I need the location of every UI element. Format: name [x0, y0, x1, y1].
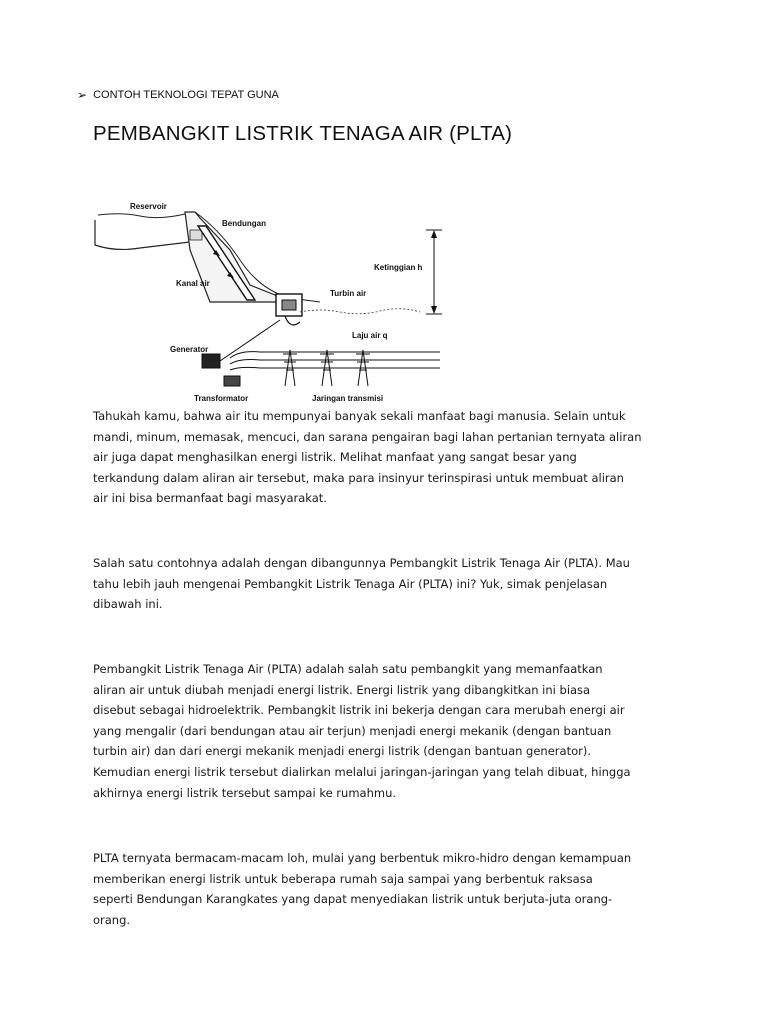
paragraph-1 — [93, 406, 683, 509]
intake-gate-icon — [190, 230, 202, 240]
tailwater-icon — [300, 309, 420, 314]
arrow-bullet-icon: ➢ — [77, 88, 88, 102]
paragraph-line: Pembangkit Listrik Tenaga Air (PLTA) adalah salah satu pembangkit yang memanfaatkan — [93, 662, 603, 676]
paragraph-line: seperti Bendungan Karangkates yang dapat menyediakan listrik untuk berjuta-juta orang- — [93, 892, 613, 907]
label-reservoir: Reservoir — [130, 202, 167, 211]
transmission-line-icon — [230, 360, 440, 365]
paragraph-line: akhirnya energi listrik tersebut sampai ke rumahmu. — [93, 785, 397, 800]
generator-shaft-icon — [220, 320, 280, 361]
label-bendungan: Bendungan — [222, 219, 266, 228]
paragraph-line: yang mengalir (dari bendungan atau air terjun) menjadi energi mekanik (dengan bantuan — [93, 723, 612, 738]
height-arrow-down-icon — [431, 306, 437, 314]
label-transformator: Transformator — [194, 394, 249, 403]
paragraph-line: PLTA ternyata bermacam-macam loh, mulai yang berbentuk mikro-hidro dengan kemampuan — [93, 851, 632, 865]
label-generator: Generator — [170, 345, 209, 354]
paragraph-2 — [93, 553, 683, 615]
paragraph-line: air juga dapat menghasilkan energi listrik. Melihat manfaat yang sangat besar yang — [93, 450, 577, 465]
paragraph-line: orang. — [93, 912, 131, 927]
label-turbin-air: Turbin air — [330, 289, 367, 298]
transmission-line-icon — [230, 367, 440, 370]
reservoir-water-icon — [98, 214, 185, 218]
bullet-heading-text: CONTOH TEKNOLOGI TEPAT GUNA — [93, 89, 279, 101]
page-title: PEMBANGKIT LISTRIK TENAGA AIR (PLTA) — [93, 122, 513, 145]
generator-icon — [202, 354, 220, 368]
paragraph-line: dibawah ini. — [93, 597, 163, 612]
label-laju-air: Laju air q — [352, 331, 388, 340]
plta-diagram-svg — [90, 190, 450, 405]
paragraph-line: disebut sebagai hidroelektrik. Pembangkit listrik ini bekerja dengan cara merubah energi air — [93, 703, 625, 718]
height-arrow-up-icon — [431, 230, 437, 238]
paragraph-line: air ini bisa bermanfaat bagi masyarakat. — [93, 491, 327, 506]
plta-diagram — [90, 190, 450, 405]
outflow-pipe-icon — [285, 316, 300, 325]
paragraph-line: turbin air) dan dari energi mekanik menjadi energi listrik (dengan bantuan generator). — [93, 744, 591, 759]
paragraph-line: Tahukah kamu, bahwa air itu mempunyai banyak sekali manfaat bagi manusia. Selain untuk — [93, 409, 626, 423]
label-jaringan-transmisi: Jaringan transmisi — [312, 394, 384, 403]
bullet-heading — [77, 88, 279, 102]
paragraph-line: tahu lebih jauh mengenai Pembangkit Listrik Tenaga Air (PLTA) ini? Yuk, simak penjelasan — [93, 576, 608, 591]
reservoir-basin-icon — [95, 220, 190, 249]
label-ketinggian: Ketinggian h — [374, 263, 423, 272]
paragraph-4 — [93, 848, 683, 930]
paragraph-line: Salah satu contohnya adalah dengan dibangunnya Pembangkit Listrik Tenaga Air (PLTA). Mau — [93, 556, 630, 570]
paragraph-3 — [93, 659, 683, 803]
label-kanal-air: Kanal air — [176, 279, 210, 288]
paragraph-line: aliran air untuk diubah menjadi energi listrik. Energi listrik yang dibangkitkan ini biasa — [93, 682, 591, 697]
paragraph-line: terkandung dalam aliran air tersebut, maka para insinyur terinspirasi untuk membuat aliran — [93, 470, 624, 485]
paragraph-line: Kemudian energi listrik tersebut dialirkan melalui jaringan-jaringan yang telah dibuat, hingga — [93, 764, 631, 779]
transformer-icon — [224, 376, 240, 386]
turbine-icon — [282, 300, 296, 310]
paragraph-line: memberikan energi listrik untuk beberapa rumah saja sampai yang berbentuk raksasa — [93, 871, 593, 886]
transmission-line-icon — [230, 352, 440, 358]
paragraph-line: mandi, minum, memasak, mencuci, dan sarana pengairan bagi lahan pertanian ternyata aliran — [93, 429, 642, 444]
